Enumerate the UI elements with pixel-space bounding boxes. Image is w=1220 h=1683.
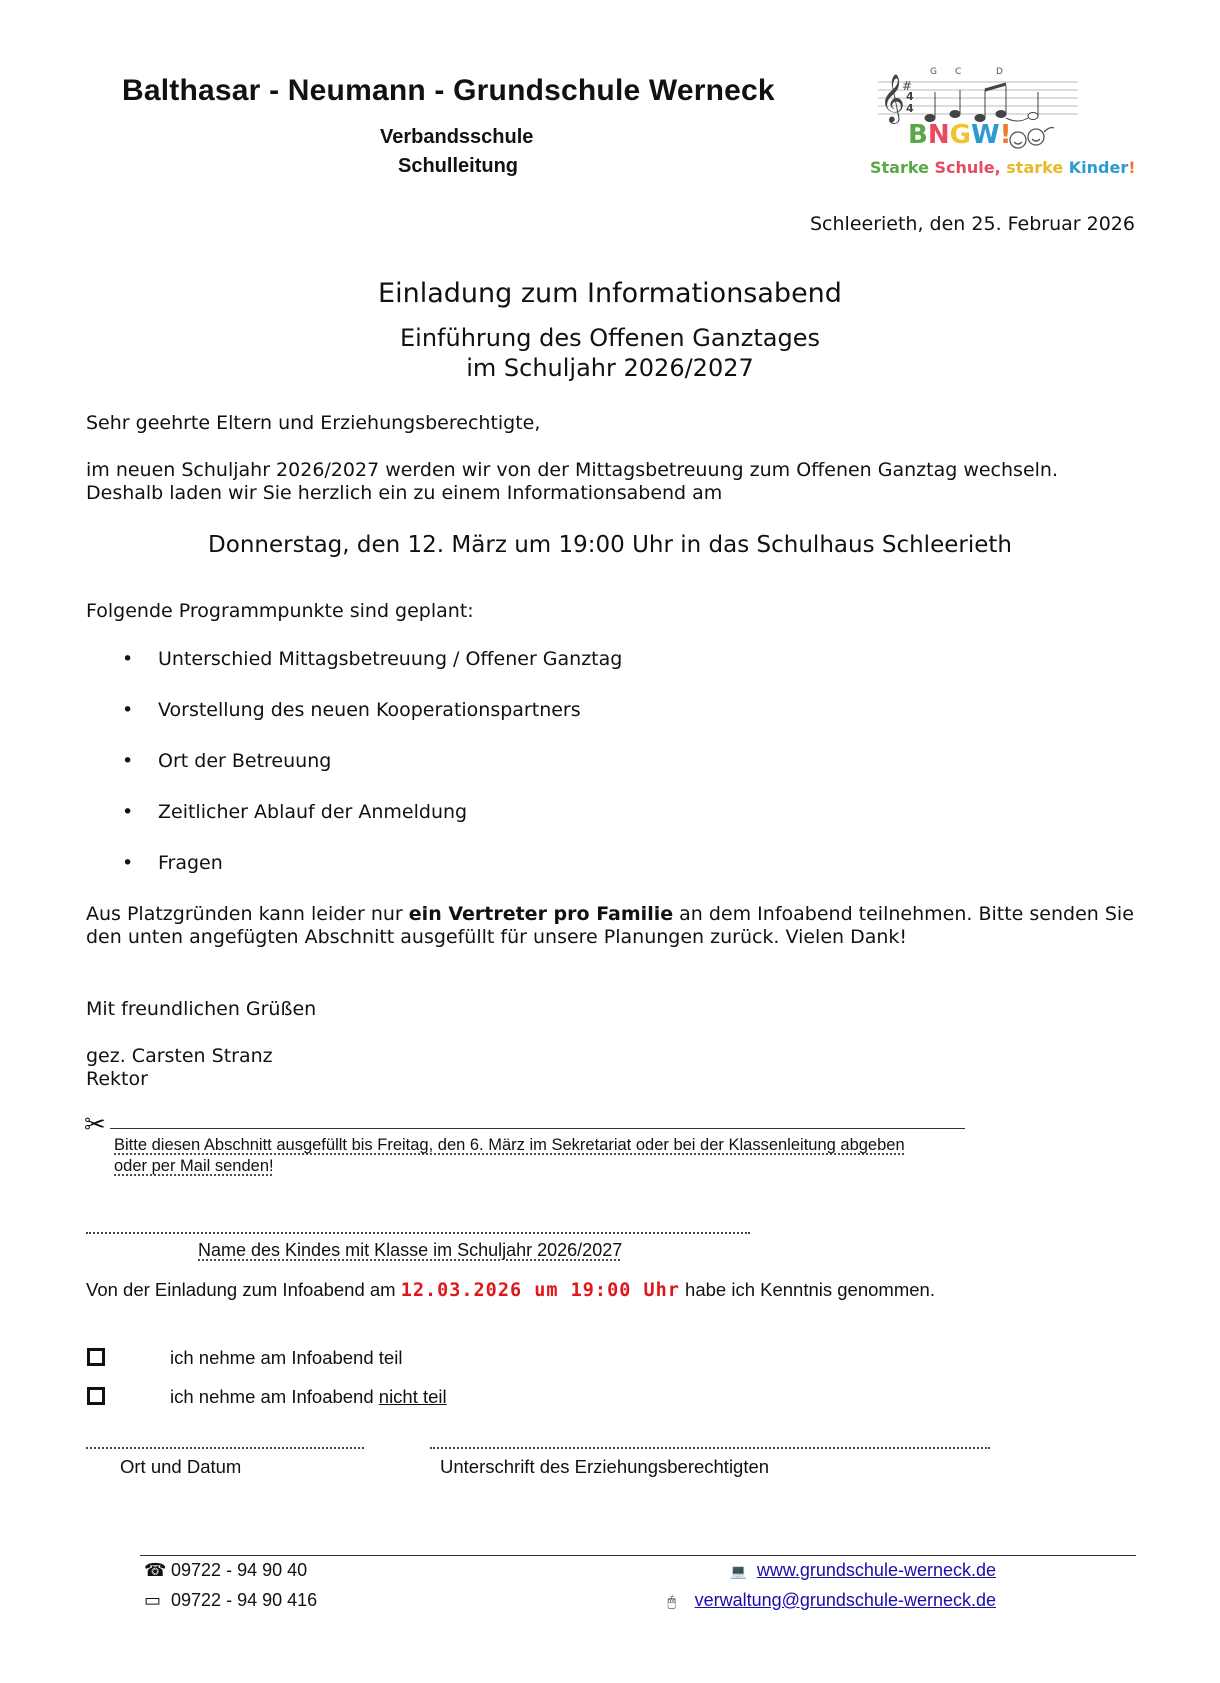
negation-emphasis: nicht teil xyxy=(378,1386,447,1407)
footer-website xyxy=(730,1560,996,1581)
footer-email xyxy=(668,1590,996,1611)
child-name-label: Name des Kindes mit Klasse im Schuljahr 2026/2027 xyxy=(198,1240,623,1260)
program-intro: Folgende Programmpunkte sind geplant: xyxy=(86,600,474,622)
bullet-icon: • xyxy=(122,852,134,874)
mouse-icon: 🖱 xyxy=(667,1593,676,1609)
document-subtitle xyxy=(0,323,1220,383)
footer-divider xyxy=(140,1555,1136,1556)
document-title: Einladung zum Informationsabend xyxy=(378,278,842,309)
telephone-icon: ☎ xyxy=(144,1560,167,1580)
program-item: • Ort der Betreuung xyxy=(122,750,332,772)
note-label: G xyxy=(930,67,937,77)
instruction-line: Bitte diesen Abschnitt ausgefüllt bis Freitag, den 6. März im Sekretariat oder bei der Klassenleitung abgeben xyxy=(114,1136,905,1154)
bullet-icon: • xyxy=(122,750,134,772)
emphasis: ein Vertreter pro Familie xyxy=(408,903,674,925)
program-item: • Vorstellung des neuen Kooperationspartners xyxy=(122,699,581,721)
program-item: • Unterschied Mittagsbetreuung / Offener Ganztag xyxy=(122,648,623,670)
website-link[interactable]: www.grundschule-werneck.de xyxy=(756,1560,996,1580)
children-faces-icon xyxy=(1010,128,1054,149)
cut-line xyxy=(110,1128,965,1129)
closing: Mit freundlichen Grüßen xyxy=(86,998,317,1020)
program-item: • Fragen xyxy=(122,852,223,874)
svg-text:4: 4 xyxy=(906,90,914,103)
email-link[interactable]: verwaltung@grundschule-werneck.de xyxy=(694,1590,996,1610)
school-type: Verbandsschule xyxy=(380,126,534,148)
event-date-highlight: 12.03.2026 um 19:00 Uhr xyxy=(400,1280,680,1301)
salutation: Sehr geehrte Eltern und Erziehungsberechtigte, xyxy=(86,412,541,434)
date-line: Schleerieth, den 25. Februar 2026 xyxy=(810,213,1135,235)
svg-text:BNGW!: BNGW! xyxy=(908,120,1012,150)
signature-field[interactable] xyxy=(430,1447,990,1449)
return-instructions xyxy=(114,1135,905,1177)
subtitle-line: im Schuljahr 2026/2027 xyxy=(466,354,754,382)
bullet-icon: • xyxy=(122,699,134,721)
computer-icon: 💻 xyxy=(729,1563,748,1579)
program-list xyxy=(122,648,622,903)
scissors-icon: ✂ xyxy=(84,1110,106,1140)
program-item: • Zeitlicher Ablauf der Anmeldung xyxy=(122,801,468,823)
note-label: D xyxy=(996,67,1003,77)
child-name-field[interactable] xyxy=(86,1232,750,1234)
svg-text:#: # xyxy=(902,79,913,93)
fax-number: 09722 - 94 90 416 xyxy=(171,1590,318,1610)
intro-line: im neuen Schuljahr 2026/2027 werden wir von der Mittagsbetreuung zum Offenen Ganztag wechseln. xyxy=(86,459,1058,481)
school-logo xyxy=(868,62,1136,192)
school-name: Balthasar - Neumann - Grundschule Werneck xyxy=(122,74,775,107)
event-details: Donnerstag, den 12. März um 19:00 Uhr in das Schulhaus Schleerieth xyxy=(208,532,1012,558)
footer-fax xyxy=(144,1590,317,1611)
fax-icon: ▭ xyxy=(144,1590,162,1610)
phone-number: 09722 - 94 90 40 xyxy=(171,1560,308,1580)
not-attend-checkbox[interactable] xyxy=(87,1387,105,1405)
place-date-field[interactable] xyxy=(86,1447,364,1449)
intro-line: Deshalb laden wir Sie herzlich ein zu einem Informationsabend am xyxy=(86,482,723,504)
attend-option-label: ich nehme am Infoabend teil xyxy=(170,1347,403,1368)
acknowledgement: Von der Einladung zum Infoabend am 12.03.2026 um 19:00 Uhr habe ich Kenntnis genommen. xyxy=(86,1279,935,1301)
svg-text:𝄞: 𝄞 xyxy=(880,73,905,122)
instruction-line: oder per Mail senden! xyxy=(114,1157,274,1175)
department: Schulleitung xyxy=(398,155,518,177)
attendance-note: Aus Platzgründen kann leider nur ein Vertreter pro Familie an dem Infoabend teilnehmen. Bitte senden Sie xyxy=(86,903,1134,925)
attendance-note-line2: den unten angefügten Abschnitt ausgefüllt für unsere Planungen zurück. Vielen Dank! xyxy=(86,926,908,948)
slogan: Starke Schule, starke Kinder! xyxy=(870,158,1136,177)
place-date-label: Ort und Datum xyxy=(120,1456,242,1477)
signature-name: gez. Carsten Stranz xyxy=(86,1045,273,1067)
footer-phone xyxy=(144,1560,307,1581)
note-label: C xyxy=(955,67,962,77)
svg-text:4: 4 xyxy=(906,102,914,115)
attend-checkbox[interactable] xyxy=(87,1348,105,1366)
music-notes-icon xyxy=(868,62,1136,192)
bullet-icon: • xyxy=(122,648,134,670)
bullet-icon: • xyxy=(122,801,134,823)
signature-label: Unterschrift des Erziehungsberechtigten xyxy=(440,1456,770,1477)
signature-role: Rektor xyxy=(86,1068,148,1090)
subtitle-line: Einführung des Offenen Ganztages xyxy=(400,324,820,352)
not-attend-option-label: ich nehme am Infoabend nicht teil xyxy=(170,1386,447,1407)
